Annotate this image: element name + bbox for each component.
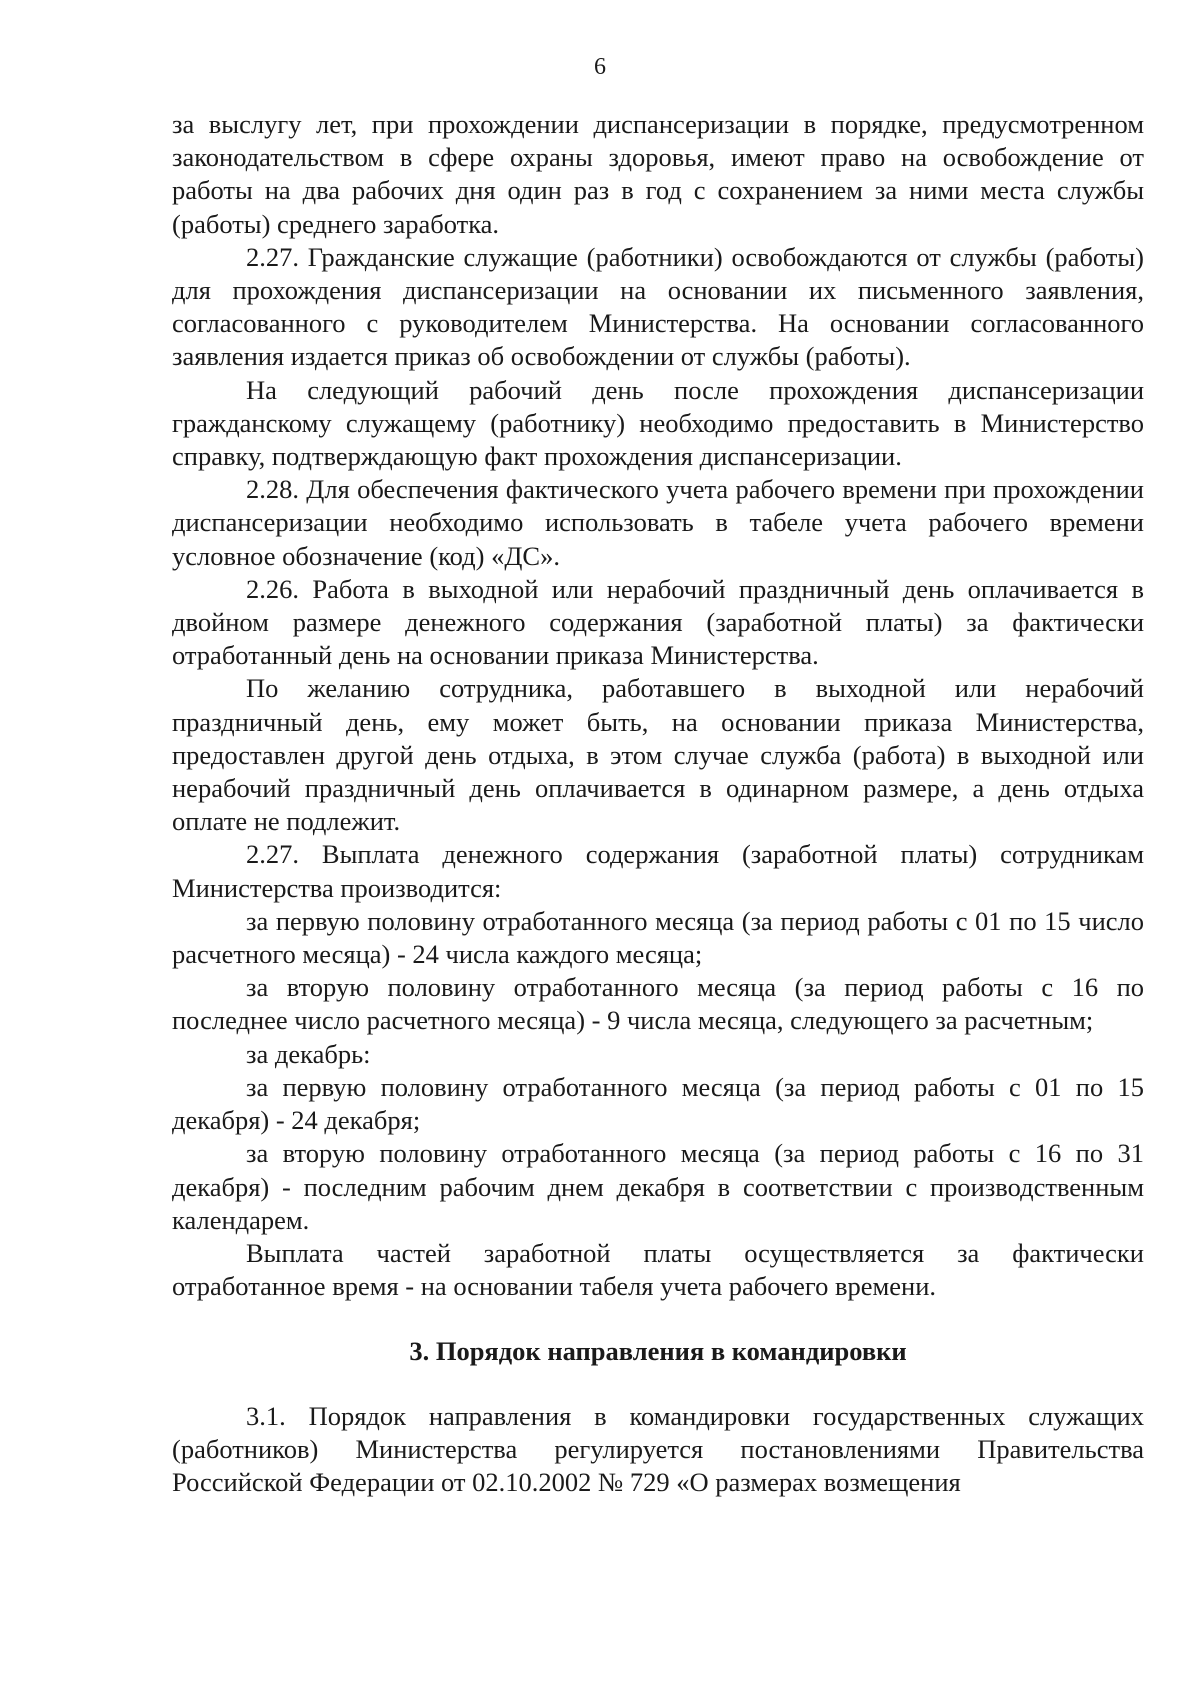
- paragraph: за вторую половину отработанного месяца (за период работы с 16 по последнее число расчетного месяца) - 9 числа месяца, следующего за расчетным;: [172, 972, 1144, 1036]
- paragraph: 2.27. Гражданские служащие (работники) освобождаются от службы (работы) для прохождения диспансеризации на основании их письменного заявления, согласованного с руководителем Министерства. На основании согласованного заявления издается приказ об освобождении от службы (работы).: [172, 241, 1144, 372]
- paragraph: за выслугу лет, при прохождении диспансеризации в порядке, предусмотренном законодательством в сфере охраны здоровья, имеют право на освобождение от работы на два рабочих дня один раз в год с сохранением за ними места службы (работы) среднего заработка.: [172, 109, 1144, 239]
- paragraph: за первую половину отработанного месяца (за период работы с 01 по 15 число расчетного месяца) - 24 числа каждого месяца;: [172, 905, 1144, 970]
- section-heading: 3. Порядок направления в командировки: [409, 1336, 907, 1367]
- paragraph: за первую половину отработанного месяца (за период работы с 01 по 15 декабря) - 24 декабря;: [172, 1071, 1144, 1136]
- paragraph: за вторую половину отработанного месяца (за период работы с 16 по 31 декабря) - последним рабочим днем декабря в соответствии с производственным календарем.: [172, 1138, 1144, 1235]
- paragraph: 3.1. Порядок направления в командировки государственных служащих (работников) Министерства регулируется постановлениями Правительства Российской Федерации от 02.10.2002 № 729 «О размерах возмещения: [172, 1400, 1144, 1497]
- document-body: [172, 108, 1144, 1499]
- paragraph: 2.26. Работа в выходной или нерабочий праздничный день оплачивается в двойном размере денежного содержания (заработной платы) за фактически отработанный день на основании приказа Министерства.: [172, 573, 1144, 671]
- paragraph: На следующий рабочий день после прохождения диспансеризации гражданскому служащему (работнику) необходимо предоставить в Министерство справку, подтверждающую факт прохождения диспансеризации.: [172, 374, 1144, 472]
- paragraph: 2.27. Выплата денежного содержания (заработной платы) сотрудникам Министерства производится:: [172, 839, 1144, 903]
- paragraph: 2.28. Для обеспечения фактического учета рабочего времени при прохождении диспансеризации необходимо использовать в табеле учета рабочего времени условное обозначение (код) «ДС».: [172, 474, 1144, 571]
- page-number: 6: [594, 54, 606, 80]
- paragraph: за декабрь:: [246, 1038, 371, 1069]
- paragraph: Выплата частей заработной платы осуществляется за фактически отработанное время - на основании табеля учета рабочего времени.: [172, 1237, 1144, 1302]
- paragraph: По желанию сотрудника, работавшего в выходной или нерабочий праздничный день, ему может быть, на основании приказа Министерства, предоставлен другой день отдыха, в этом случае служба (работа) в выходной или нерабочий праздничный день оплачивается в одинарном размере, а день отдыха оплате не подлежит.: [172, 673, 1144, 837]
